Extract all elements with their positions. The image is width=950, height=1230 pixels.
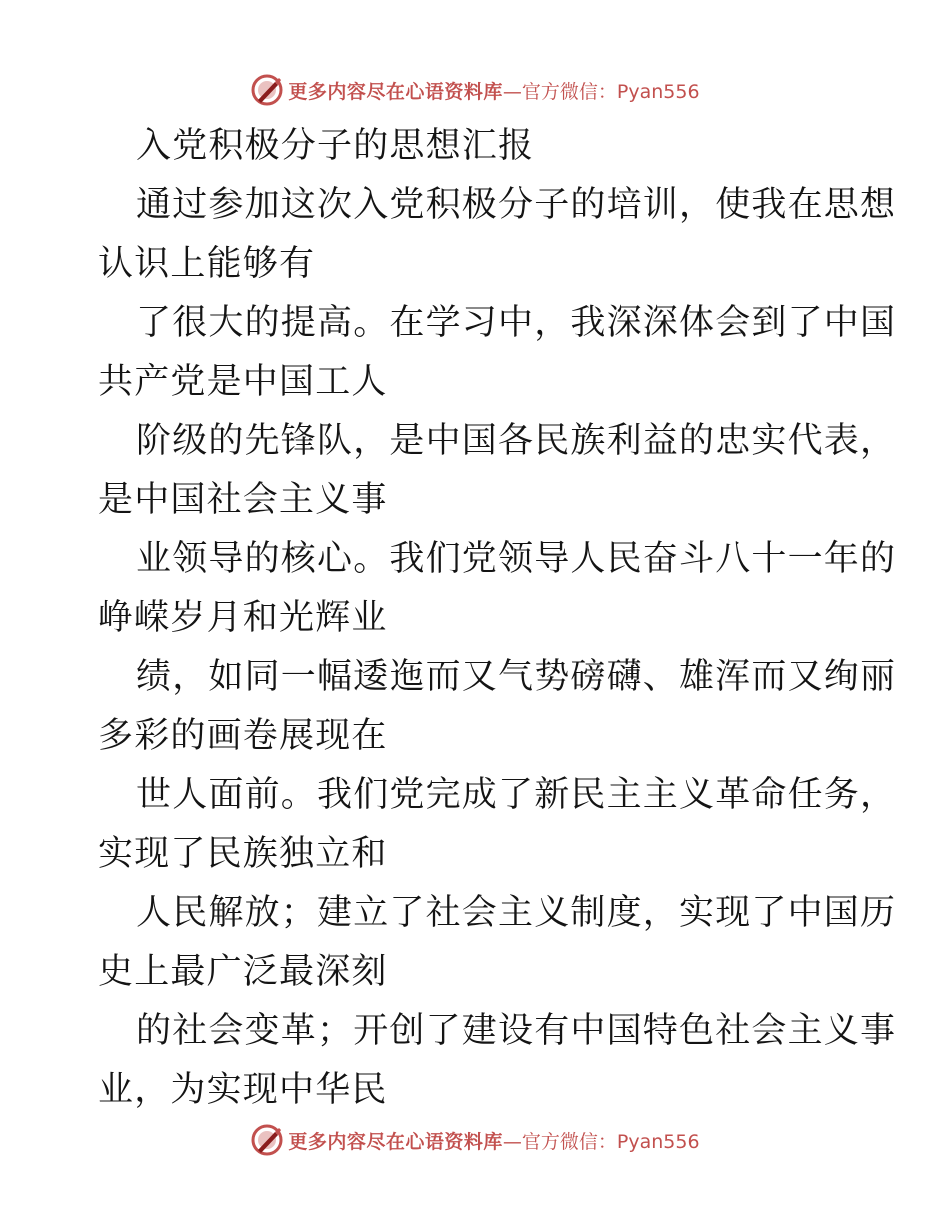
text-line: 业领导的核心。我们党领导人民奋斗八十一年的 (136, 539, 897, 579)
text-line: 峥嵘岁月和光辉业 (98, 598, 388, 638)
text-line: 阶级的先锋队，是中国各民族利益的忠实代表， (136, 421, 897, 461)
text-line: 业，为实现中华民 (98, 1070, 388, 1110)
footer-banner (0, 1120, 950, 1160)
pen-logo-icon (250, 73, 284, 107)
text-line: 了很大的提高。在学习中，我深深体会到了中国 (136, 303, 897, 343)
pen-logo-icon (250, 1123, 284, 1157)
header-banner (0, 70, 950, 110)
text-line: 绩，如同一幅逶迤而又气势磅礴、雄浑而又绚丽 (136, 657, 897, 697)
text-line: 通过参加这次入党积极分子的培训，使我在思想 (136, 185, 897, 225)
text-line: 实现了民族独立和 (98, 834, 388, 874)
document-title: 入党积极分子的思想汇报 (136, 126, 535, 166)
text-line: 史上最广泛最深刻 (98, 952, 388, 992)
text-line: 世人面前。我们党完成了新民主主义革命任务， (136, 775, 897, 815)
text-line: 多彩的画卷展现在 (98, 716, 388, 756)
text-line: 认识上能够有 (98, 244, 316, 284)
banner-title: 更多内容尽在心语资料库 (288, 1130, 503, 1153)
text-line: 共产党是中国工人 (98, 362, 388, 402)
text-line: 人民解放；建立了社会主义制度，实现了中国历 (136, 893, 897, 933)
text-line: 是中国社会主义事 (98, 480, 388, 520)
document-body (98, 122, 897, 1125)
banner-contact: —官方微信：Pyan556 (502, 1130, 700, 1153)
banner-contact: —官方微信：Pyan556 (502, 80, 700, 103)
banner-title: 更多内容尽在心语资料库 (288, 80, 503, 103)
text-line: 的社会变革；开创了建设有中国特色社会主义事 (136, 1011, 897, 1051)
